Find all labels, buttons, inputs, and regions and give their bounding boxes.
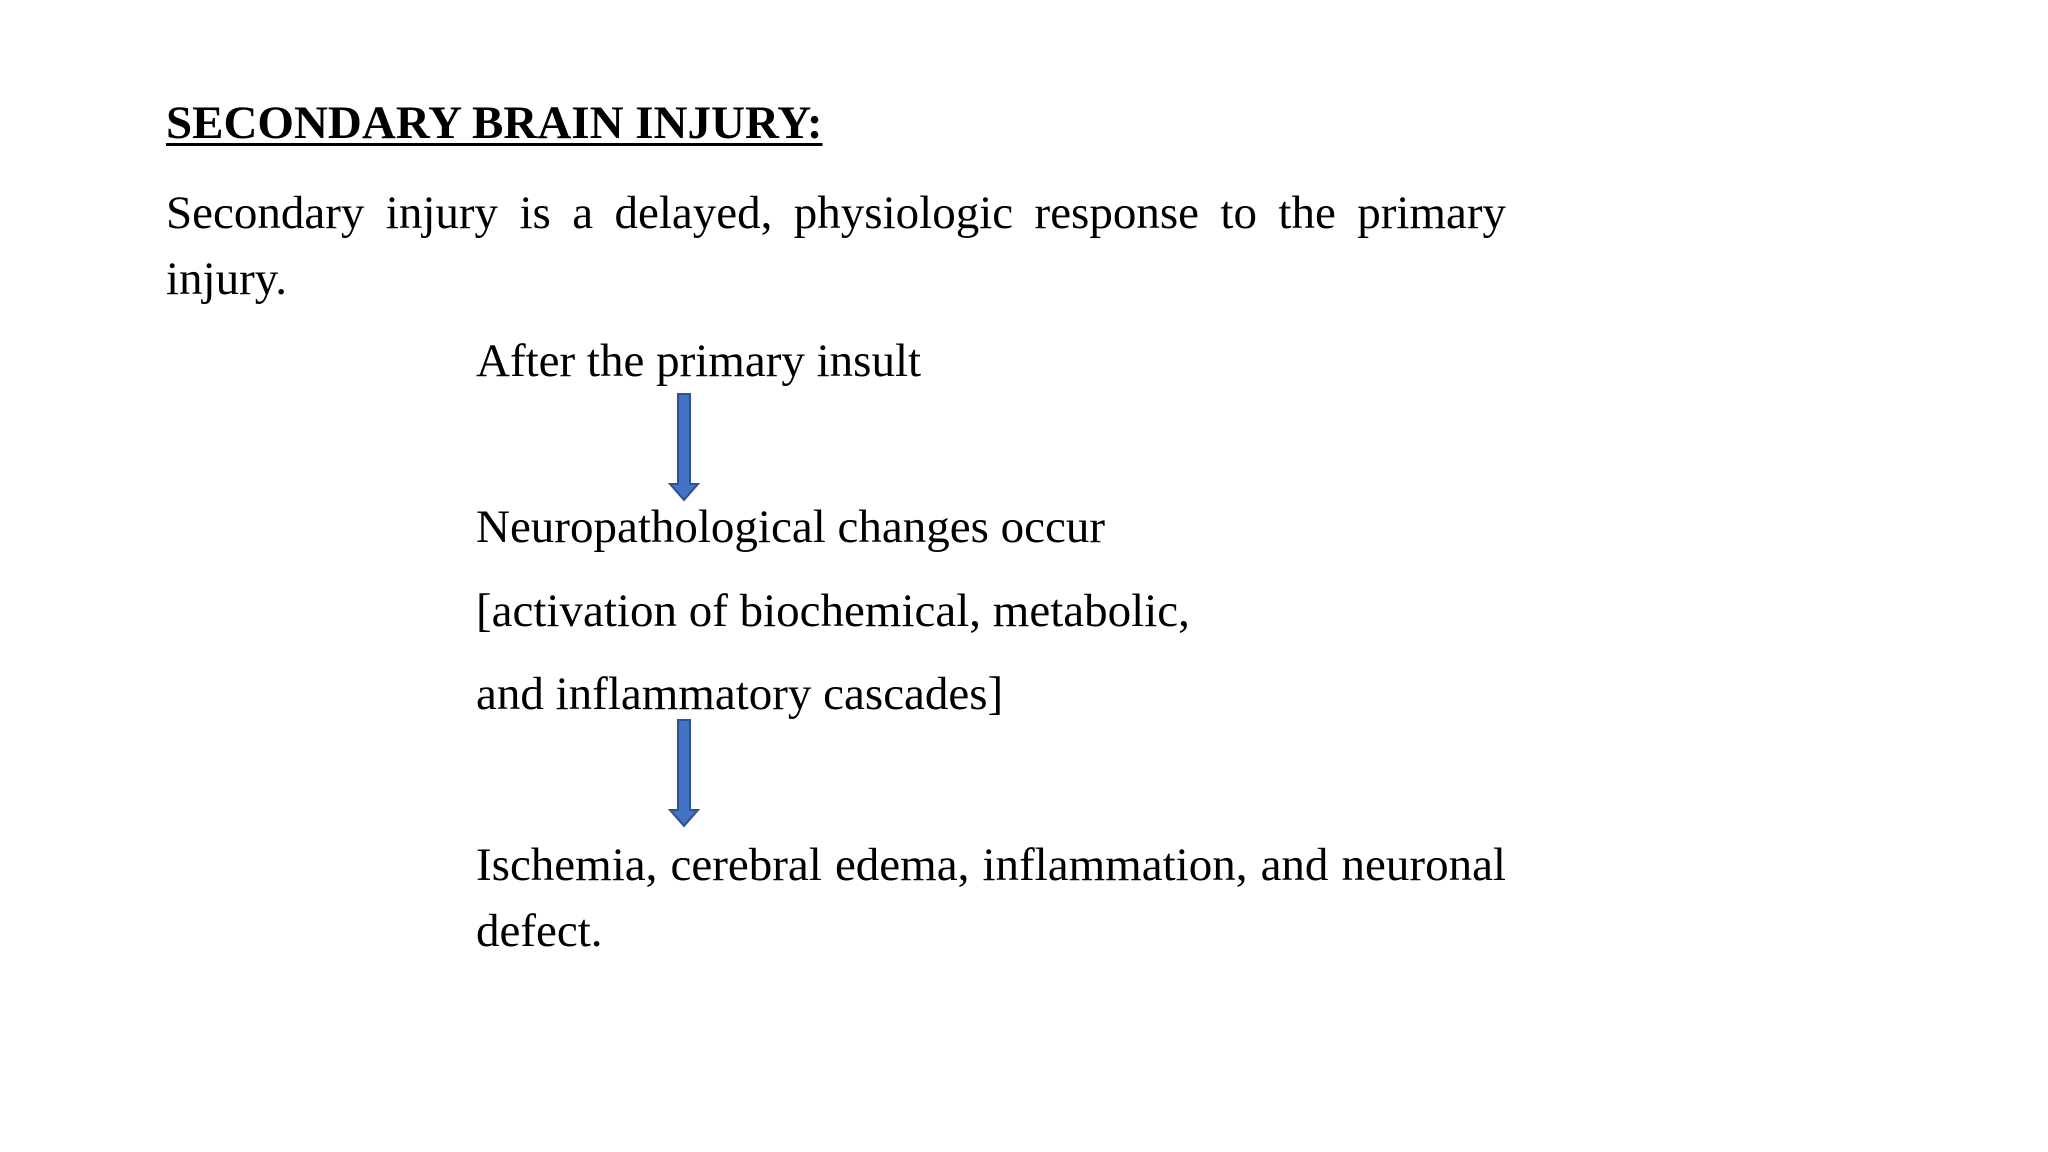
down-arrow-shape bbox=[670, 394, 698, 500]
flow-step-neuropathological-changes: Neuropathological changes occur bbox=[476, 501, 1106, 553]
flow-step-outcomes: Ischemia, cerebral edema, inflammation, and neuronal defect. bbox=[476, 839, 1506, 957]
down-arrow-icon bbox=[664, 392, 704, 502]
intro-paragraph: Secondary injury is a delayed, physiologic response to the primary injury. bbox=[166, 187, 1506, 305]
down-arrow-shape bbox=[670, 720, 698, 826]
slide-heading: SECONDARY BRAIN INJURY: bbox=[166, 97, 823, 149]
flow-step-primary-insult: After the primary insult bbox=[476, 335, 922, 387]
flow-step-cascades-line2: and inflammatory cascades] bbox=[476, 668, 1004, 720]
flow-step-cascades-line1: [activation of biochemical, metabolic, bbox=[476, 585, 1190, 637]
down-arrow-icon bbox=[664, 718, 704, 828]
